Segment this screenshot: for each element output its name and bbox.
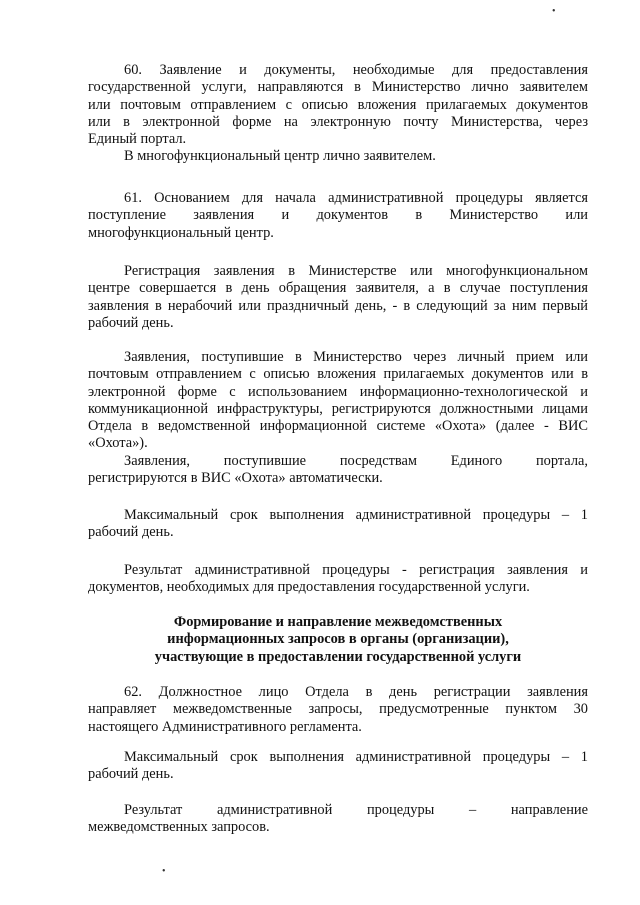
text-line: Заявления, поступившие посредствам Единого портала, — [124, 452, 588, 469]
text-line: В многофункциональный центр лично заявителем. — [124, 148, 436, 165]
text-line: Формирование и направление межведомственных — [173, 614, 503, 630]
paragraph — [88, 62, 588, 166]
section-heading — [88, 614, 588, 666]
text-line: Результат административной процедуры - регистрация заявления и — [124, 562, 588, 578]
scan-speck: • — [162, 866, 166, 877]
text-line: 61. Основанием для начала административной процедуры является — [124, 190, 588, 206]
text-line: Заявления, поступившие в Министерство через личный прием или — [124, 349, 588, 365]
text-line: Максимальный срок выполнения административной процедуры – 1 — [124, 749, 588, 765]
text-line: рабочий день. — [88, 314, 174, 331]
paragraph — [88, 562, 588, 597]
text-line: почтовым отправлением с описью вложения прилагаемых документов или в — [88, 366, 588, 383]
text-line: документов, необходимых для предоставления государственной услуги. — [88, 579, 530, 596]
text-line: межведомственных запросов. — [88, 819, 270, 836]
text-line: или почтовым отправлением с описью вложения прилагаемых документов — [88, 96, 588, 113]
text-line: электронной форме с использованием информационно-технологической и — [88, 383, 588, 400]
text-line: заявления в нерабочий или праздничный день, - в следующий за ним первый — [88, 297, 588, 314]
text-line: Отдела в ведомственной информационной системе «Охота» (далее - ВИС — [88, 418, 588, 435]
text-line: настоящего Административного регламента. — [88, 718, 362, 735]
text-line: поступление заявления и документов в Министерство или — [88, 207, 588, 224]
text-line: регистрируются в ВИС «Охота» автоматически. — [88, 470, 383, 487]
paragraph — [88, 349, 588, 487]
text-line: рабочий день. — [88, 766, 174, 783]
text-line: направляет межведомственные запросы, предусмотренные пунктом 30 — [88, 701, 588, 718]
text-line: 60. Заявление и документы, необходимые для предоставления — [124, 62, 588, 78]
text-line: Результат административной процедуры – направление — [124, 802, 588, 818]
paragraph — [88, 802, 588, 837]
scan-speck: • — [552, 6, 556, 17]
text-line: информационных запросов в органы (организации), — [167, 631, 509, 648]
text-line: государственной услуги, направляются в Министерство лично заявителем — [88, 79, 588, 96]
text-line: Регистрация заявления в Министерстве или многофункциональном — [124, 263, 588, 279]
text-line: участвующие в предоставлении государственной услуги — [154, 648, 522, 665]
text-line: центре совершается в день обращения заявителя, а в случае поступления — [88, 280, 588, 297]
paragraph — [88, 684, 588, 736]
text-line: рабочий день. — [88, 524, 174, 541]
paragraph — [88, 749, 588, 784]
text-line: коммуникационной инфраструктуры, регистрируются должностными лицами — [88, 400, 588, 417]
text-line: Единый портал. — [88, 131, 187, 148]
paragraph — [88, 507, 588, 542]
text-line: «Охота»). — [88, 435, 148, 452]
text-line: многофункциональный центр. — [88, 224, 274, 241]
text-line: или в электронной форме на электронную почту Министерства, через — [88, 113, 588, 130]
text-line: 62. Должностное лицо Отдела в день регистрации заявления — [124, 684, 588, 700]
paragraph — [88, 263, 588, 332]
text-line: Максимальный срок выполнения административной процедуры – 1 — [124, 507, 588, 523]
paragraph — [88, 190, 588, 242]
